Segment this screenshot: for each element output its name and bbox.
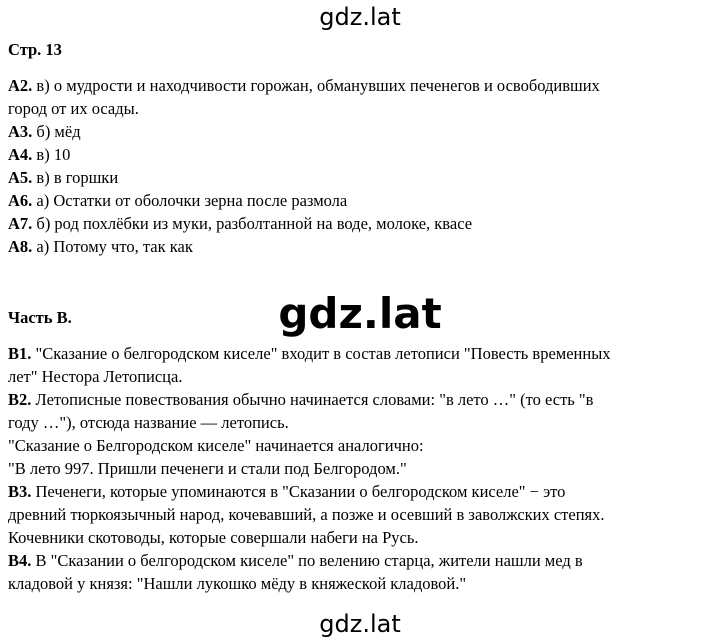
section-heading-part-b: Часть В. <box>8 308 72 327</box>
answer-a2 <box>8 74 600 97</box>
answer-a3 <box>8 120 81 143</box>
answer-text: Летописные повествования обычно начинается словами: "в лето …" (то есть "в <box>35 390 594 409</box>
answer-text: "Сказание о белгородском киселе" входит в состав летописи "Повесть временных <box>35 344 611 363</box>
answer-text: б) род похлёбки из муки, разболтанной на воде, молоке, квасе <box>36 214 473 233</box>
answer-b2-cont-2: "Сказание о Белгородском киселе" начинается аналогично: <box>8 436 424 455</box>
answer-a5 <box>8 166 118 189</box>
answer-b4-cont: кладовой у князя: "Нашли лукошко мёду в княжеской кладовой." <box>8 574 467 593</box>
answer-label: А6. <box>8 191 33 210</box>
answer-a4 <box>8 143 70 166</box>
page-label: Стр. 13 <box>8 40 62 59</box>
answer-b2-cont-1: году …"), отсюда название — летопись. <box>8 413 289 432</box>
answer-label: А7. <box>8 214 33 233</box>
answer-label: А3. <box>8 122 33 141</box>
answer-a7 <box>8 212 472 235</box>
answer-text: В "Сказании о белгородском киселе" по велению старца, жители нашли мед в <box>35 551 583 570</box>
watermark-bottom: gdz.lat <box>319 610 401 638</box>
answer-label: В4. <box>8 551 32 570</box>
answer-text: а) Остатки от оболочки зерна после размола <box>36 191 348 210</box>
answer-b4 <box>8 549 583 572</box>
answer-text: в) в горшки <box>36 168 119 187</box>
answer-text: а) Потому что, так как <box>36 237 193 256</box>
answer-a8 <box>8 235 193 258</box>
answer-text: в) 10 <box>36 145 71 164</box>
answer-b3 <box>8 480 565 503</box>
answer-label: В1. <box>8 344 32 363</box>
answer-b2 <box>8 388 593 411</box>
answer-b2-cont-3: "В лето 997. Пришли печенеги и стали под Белгородом." <box>8 459 407 478</box>
answer-label: В2. <box>8 390 32 409</box>
answer-a6 <box>8 189 347 212</box>
answer-label: А5. <box>8 168 33 187</box>
answer-text: в) о мудрости и находчивости горожан, обманувших печенегов и освободивших <box>36 76 600 95</box>
answer-label: В3. <box>8 482 32 501</box>
answer-b1 <box>8 342 611 365</box>
answer-label: А2. <box>8 76 33 95</box>
answer-b3-cont-2: Кочевники скотоводы, которые совершали набеги на Русь. <box>8 528 419 547</box>
answer-b3-cont-1: древний тюркоязычный народ, кочевавший, а позже и осевший в заволжских степях. <box>8 505 605 524</box>
answer-text: Печенеги, которые упоминаются в "Сказании о белгородском киселе" − это <box>35 482 566 501</box>
answer-b1-cont: лет" Нестора Летописца. <box>8 367 183 386</box>
watermark-middle: gdz.lat <box>278 289 442 338</box>
answer-a2-cont: город от их осады. <box>8 99 139 118</box>
answer-text: б) мёд <box>36 122 81 141</box>
answer-label: А4. <box>8 145 33 164</box>
watermark-top: gdz.lat <box>319 3 401 31</box>
answer-label: А8. <box>8 237 33 256</box>
